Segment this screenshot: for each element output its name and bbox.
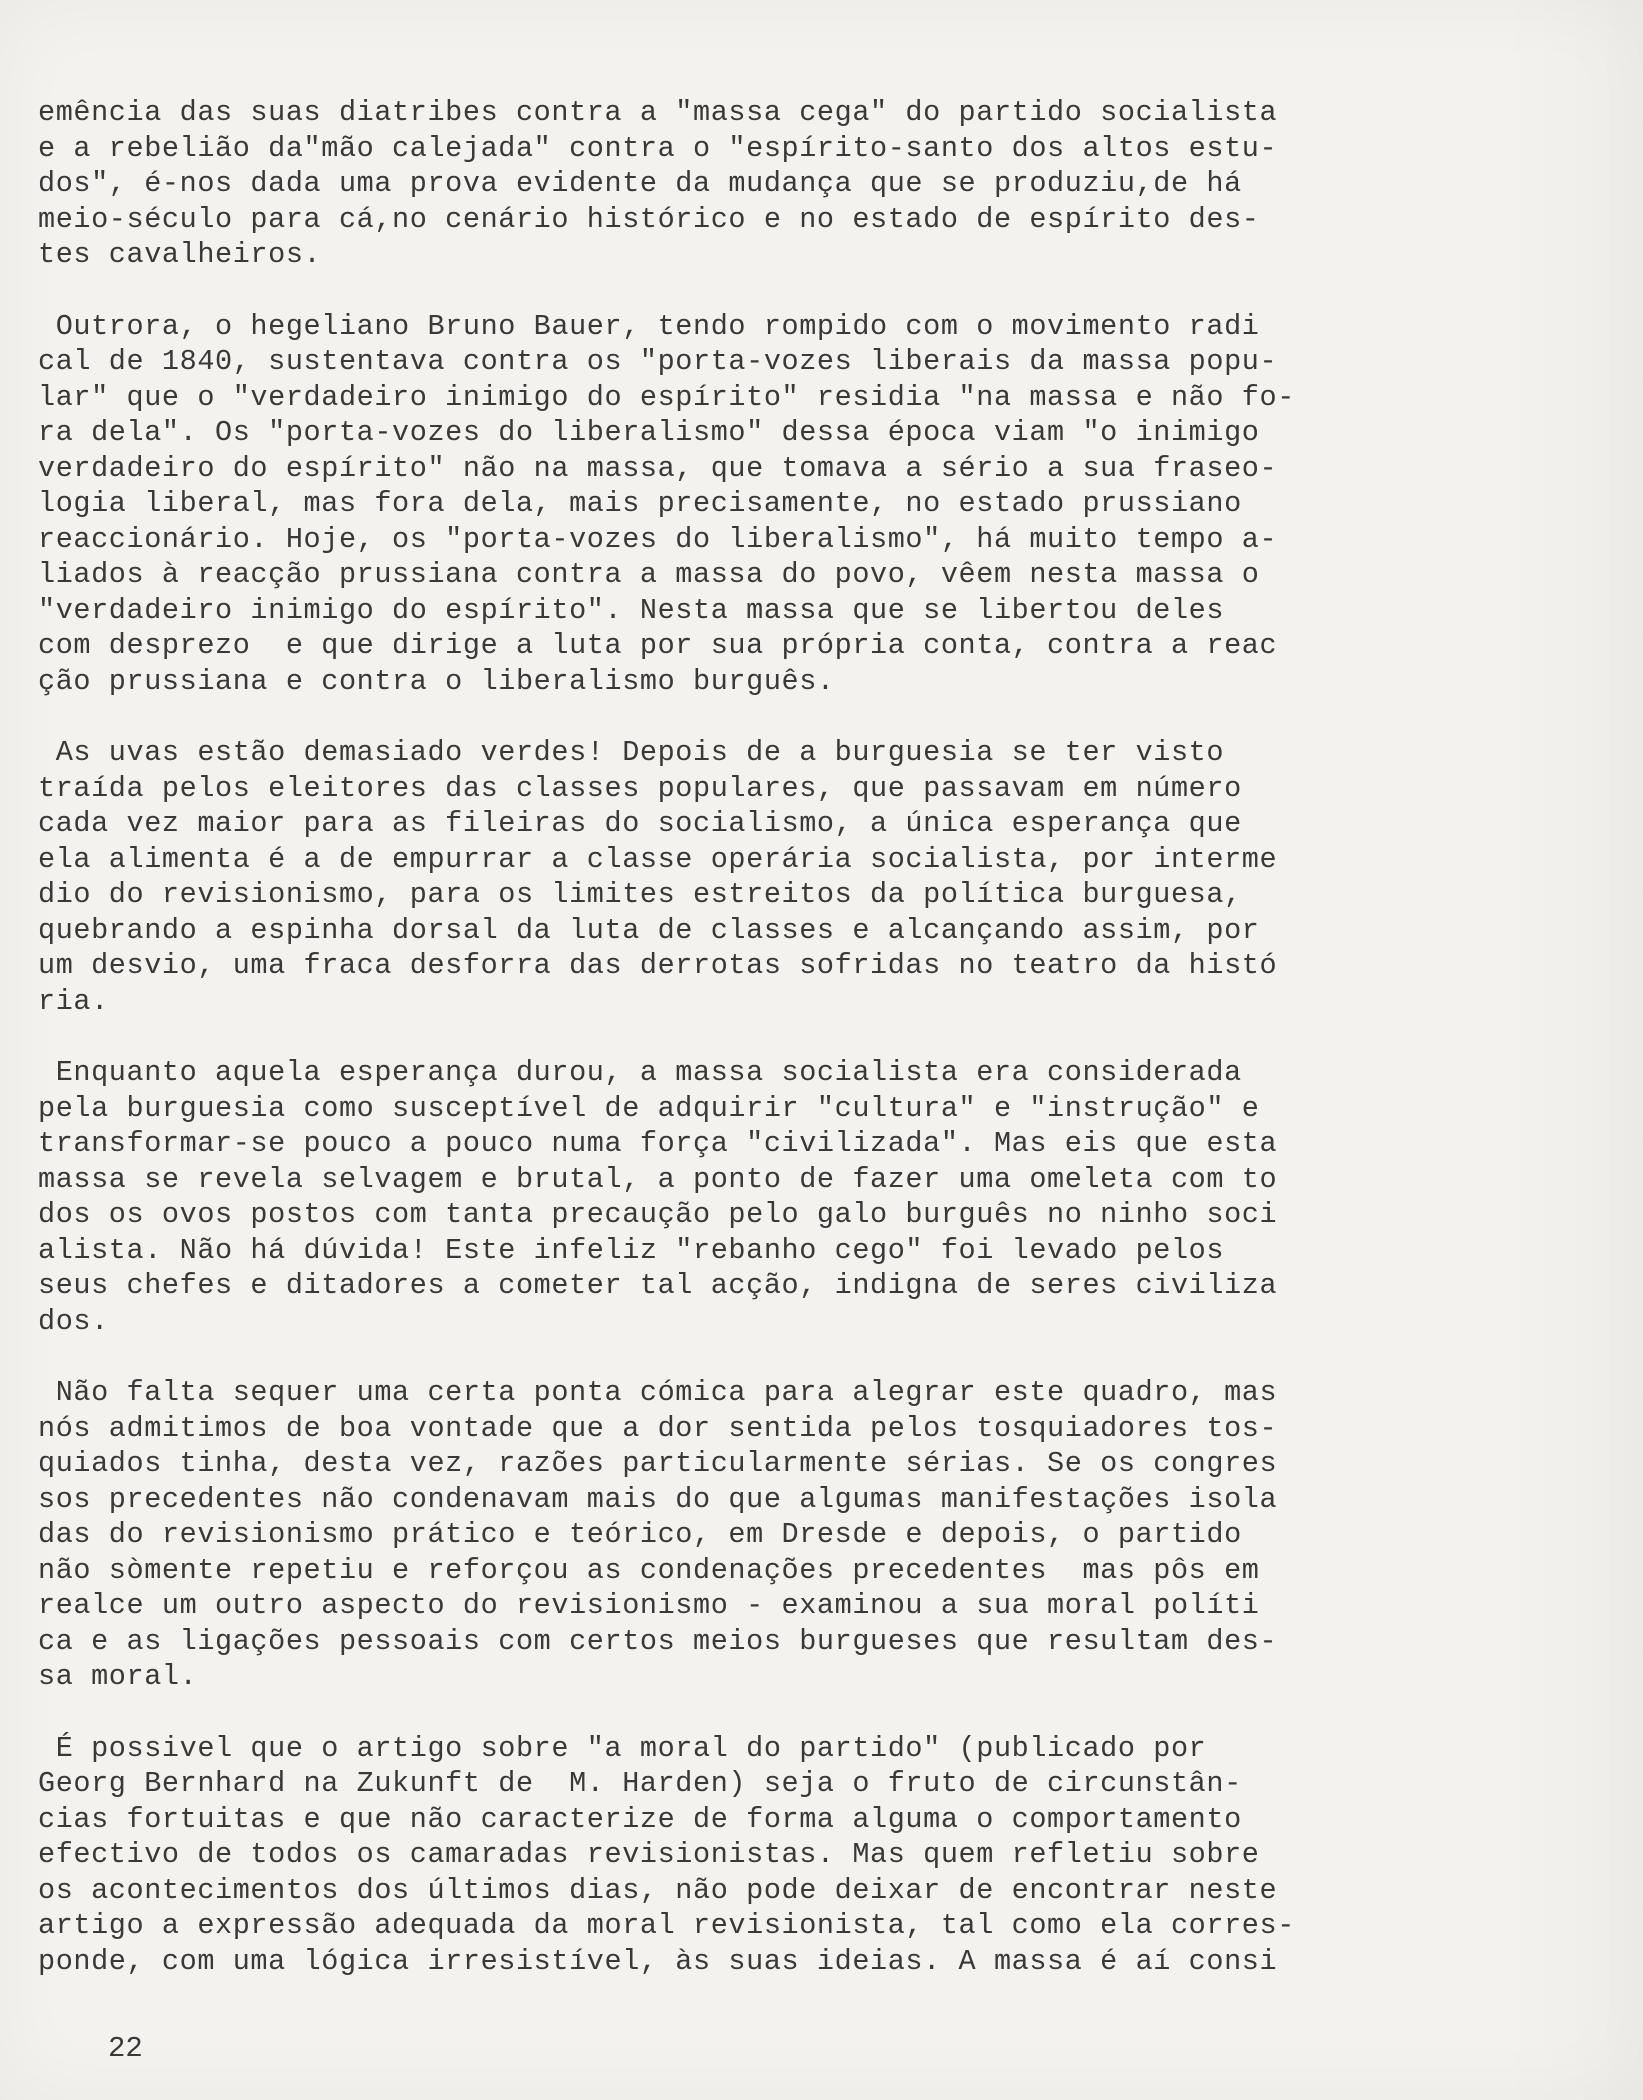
text-line: sos precedentes não condenavam mais do que algumas manifestações isola: [38, 1482, 1278, 1516]
text-line: Outrora, o hegeliano Bruno Bauer, tendo rompido com o movimento radi: [38, 309, 1260, 343]
text-line: ção prussiana e contra o liberalismo burguês.: [38, 664, 835, 698]
body-text: [38, 95, 1438, 2015]
text-line: logia liberal, mas fora dela, mais precisamente, no estado prussiano: [38, 487, 1242, 520]
text-line: lar" que o "verdadeiro inimigo do espírito" residia "na massa e não fo-: [38, 380, 1295, 414]
page-edge-shadow: [1500, 0, 1643, 2100]
text-line: Enquanto aquela esperança durou, a massa socialista era considerada: [38, 1056, 1242, 1089]
text-line: cal de 1840, sustentava contra os "porta-vozes liberais da massa popu-: [38, 345, 1278, 378]
text-line: liados à reacção prussiana contra a massa do povo, vêem nesta massa o: [38, 558, 1260, 591]
text-line: com desprezo e que dirige a luta por sua própria conta, contra a reac: [38, 629, 1278, 662]
text-line: pela burguesia como susceptível de adquirir "cultura" e "instrução" e: [38, 1091, 1260, 1125]
text-line: ra dela". Os "porta-vozes do liberalismo" dessa época viam "o inimigo: [38, 416, 1260, 449]
paragraph-2: [38, 309, 1438, 700]
paragraph-5: [38, 1375, 1438, 1695]
text-line: quiados tinha, desta vez, razões particularmente sérias. Se os congres: [38, 1447, 1278, 1480]
text-line: massa se revela selvagem e brutal, a ponto de fazer uma omeleta com to: [38, 1162, 1278, 1196]
text-line: dio do revisionismo, para os limites estreitos da política burguesa,: [38, 878, 1242, 911]
text-line: ca e as ligações pessoais com certos meios burgueses que resultam des-: [38, 1624, 1278, 1658]
text-line: seus chefes e ditadores a cometer tal acção, indigna de seres civiliza: [38, 1269, 1278, 1302]
text-line: ria.: [38, 984, 109, 1018]
page-number: 22: [108, 2032, 143, 2065]
text-line: ela alimenta é a de empurrar a classe operária socialista, por interme: [38, 842, 1278, 876]
text-line: As uvas estão demasiado verdes! Depois de a burguesia se ter visto: [38, 736, 1225, 769]
text-line: traída pelos eleitores das classes populares, que passavam em número: [38, 771, 1242, 805]
paragraph-4: [38, 1055, 1438, 1339]
text-line: não sòmente repetiu e reforçou as condenações precedentes mas pôs em: [38, 1553, 1260, 1587]
paragraph-6: [38, 1731, 1438, 1980]
text-line: verdadeiro do espírito" não na massa, que tomava a sério a sua fraseo-: [38, 451, 1278, 485]
text-line: alista. Não há dúvida! Este infeliz "rebanho cego" foi levado pelos: [38, 1233, 1225, 1267]
text-line: sa moral.: [38, 1660, 198, 1693]
text-line: ponde, com uma lógica irresistível, às suas ideias. A massa é aí consi: [38, 1944, 1278, 1978]
text-line: das do revisionismo prático e teórico, em Dresde e depois, o partido: [38, 1518, 1242, 1551]
paragraph-1: [38, 95, 1438, 273]
text-line: transformar-se pouco a pouco numa força "civilizada". Mas eis que esta: [38, 1127, 1278, 1160]
text-line: cias fortuitas e que não caracterize de forma alguma o comportamento: [38, 1802, 1242, 1836]
text-line: realce um outro aspecto do revisionismo - examinou a sua moral políti: [38, 1589, 1260, 1622]
text-line: quebrando a espinha dorsal da luta de classes e alcançando assim, por: [38, 913, 1260, 947]
text-line: os acontecimentos dos últimos dias, não pode deixar de encontrar neste: [38, 1873, 1278, 1907]
paragraph-3: [38, 735, 1438, 1019]
text-line: nós admitimos de boa vontade que a dor sentida pelos tosquiadores tos-: [38, 1411, 1278, 1445]
text-line: efectivo de todos os camaradas revisionistas. Mas quem refletiu sobre: [38, 1838, 1260, 1871]
text-line: Georg Bernhard na Zukunft de M. Harden) seja o fruto de circunstân-: [38, 1767, 1242, 1800]
text-line: tes cavalheiros.: [38, 238, 322, 271]
text-line: dos.: [38, 1304, 109, 1338]
text-line: É possivel que o artigo sobre "a moral do partido" (publicado por: [38, 1731, 1207, 1765]
text-line: artigo a expressão adequada da moral revisionista, tal como ela corres-: [38, 1909, 1295, 1942]
text-line: e a rebelião da"mão calejada" contra o "espírito-santo dos altos estu-: [38, 131, 1278, 165]
text-line: cada vez maior para as fileiras do socialismo, a única esperança que: [38, 807, 1242, 840]
text-line: emência das suas diatribes contra a "massa cega" do partido socialista: [38, 96, 1278, 129]
text-line: Não falta sequer uma certa ponta cómica para alegrar este quadro, mas: [38, 1376, 1278, 1409]
text-line: meio-século para cá,no cenário histórico e no estado de espírito des-: [38, 202, 1260, 236]
text-line: dos os ovos postos com tanta precaução pelo galo burguês no ninho soci: [38, 1198, 1278, 1231]
text-line: reaccionário. Hoje, os "porta-vozes do liberalismo", há muito tempo a-: [38, 522, 1278, 556]
text-line: um desvio, uma fraca desforra das derrotas sofridas no teatro da histó: [38, 949, 1278, 982]
text-line: "verdadeiro inimigo do espírito". Nesta massa que se libertou deles: [38, 593, 1225, 627]
text-line: dos", é-nos dada uma prova evidente da mudança que se produziu,de há: [38, 167, 1242, 200]
